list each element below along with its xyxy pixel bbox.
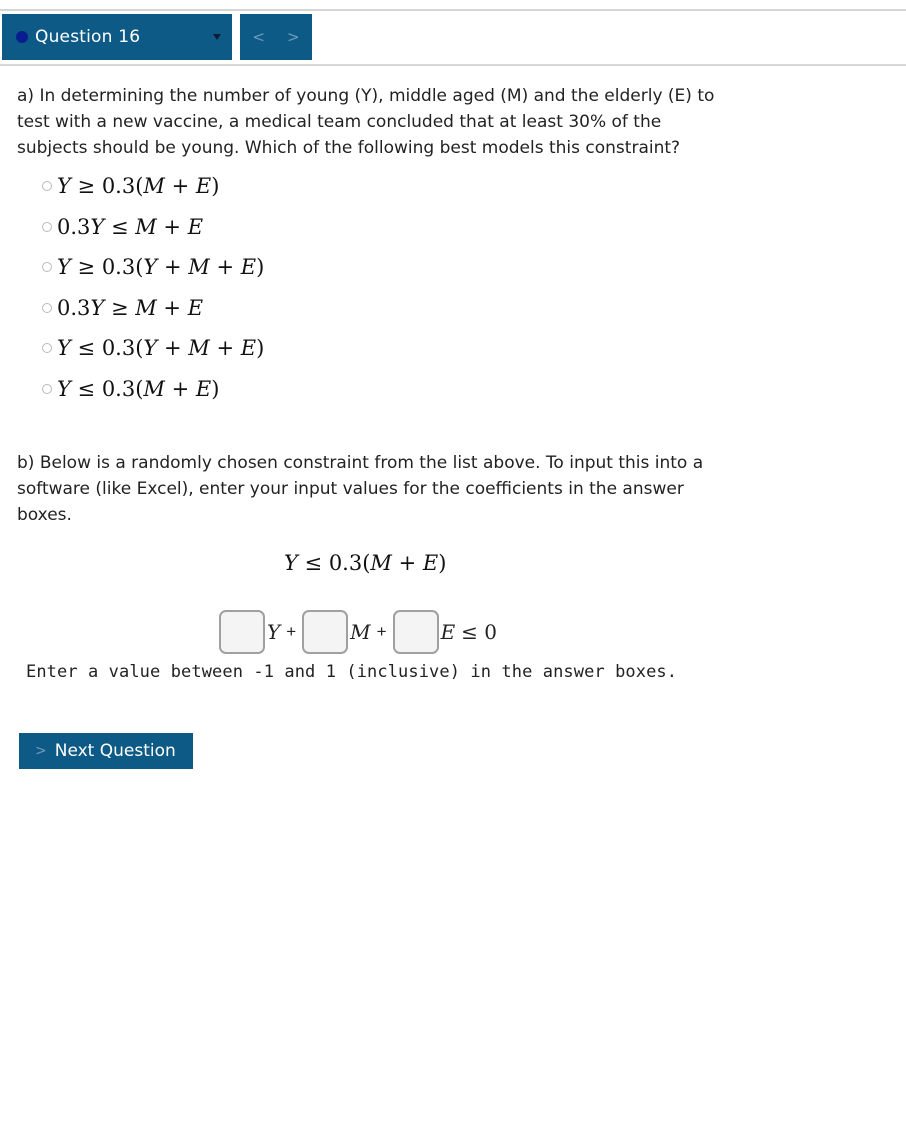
var-m-label: M <box>350 620 371 644</box>
next-question-arrow-button[interactable]: > <box>287 28 300 46</box>
plus-sign: + <box>286 622 297 641</box>
radio-button[interactable] <box>42 343 52 353</box>
option-1-math: Y ≥ 0.3(M + E) <box>57 174 220 198</box>
relation-label: ≤ 0 <box>461 620 498 644</box>
option-2[interactable] <box>42 212 203 242</box>
option-4-math: 0.3Y ≥ M + E <box>57 296 204 320</box>
part-b-prompt: b) Below is a randomly chosen constraint from the list above. To input this into a software (like Excel), enter your input values for the coefficients in the answer boxes. <box>17 453 704 525</box>
coefficient-equation <box>219 609 497 655</box>
option-5-math: Y ≤ 0.3(Y + M + E) <box>57 336 265 360</box>
part-a-prompt: a) In determining the number of young (Y), middle aged (M) and the elderly (E) to test with a new vaccine, a medical team concluded that at least 30% of the subjects should be young. Which of the following best models this constraint? <box>17 86 715 158</box>
option-3[interactable] <box>42 252 264 282</box>
plus-sign: + <box>376 622 387 641</box>
var-y-label: Y <box>267 620 281 644</box>
radio-button[interactable] <box>42 181 52 191</box>
coefficient-e-input[interactable] <box>393 610 439 654</box>
coefficient-m-input[interactable] <box>302 610 348 654</box>
radio-button[interactable] <box>42 303 52 313</box>
given-constraint: Y ≤ 0.3(M + E) <box>284 551 447 575</box>
question-select[interactable] <box>2 14 232 60</box>
radio-button[interactable] <box>42 262 52 272</box>
prev-question-button[interactable]: < <box>252 28 265 46</box>
caret-down-icon <box>213 34 221 40</box>
chevron-right-icon: > <box>35 743 47 759</box>
option-4[interactable] <box>42 293 203 323</box>
radio-button[interactable] <box>42 222 52 232</box>
status-dot-icon <box>16 31 28 43</box>
question-select-label: Question 16 <box>35 27 141 47</box>
option-6[interactable] <box>42 374 219 404</box>
coefficient-y-input[interactable] <box>219 610 265 654</box>
radio-button[interactable] <box>42 384 52 394</box>
next-question-button[interactable] <box>19 733 193 769</box>
header-divider <box>0 64 906 66</box>
next-question-label: Next Question <box>54 741 176 761</box>
option-5[interactable] <box>42 333 264 363</box>
var-e-label: E <box>440 620 456 644</box>
option-6-math: Y ≤ 0.3(M + E) <box>57 377 220 401</box>
option-3-math: Y ≥ 0.3(Y + M + E) <box>57 255 265 279</box>
question-nav-arrows <box>240 14 312 60</box>
option-1[interactable] <box>42 171 219 201</box>
top-divider <box>0 9 906 11</box>
input-hint: Enter a value between -1 and 1 (inclusive) in the answer boxes. <box>26 662 678 682</box>
option-2-math: 0.3Y ≤ M + E <box>57 215 204 239</box>
